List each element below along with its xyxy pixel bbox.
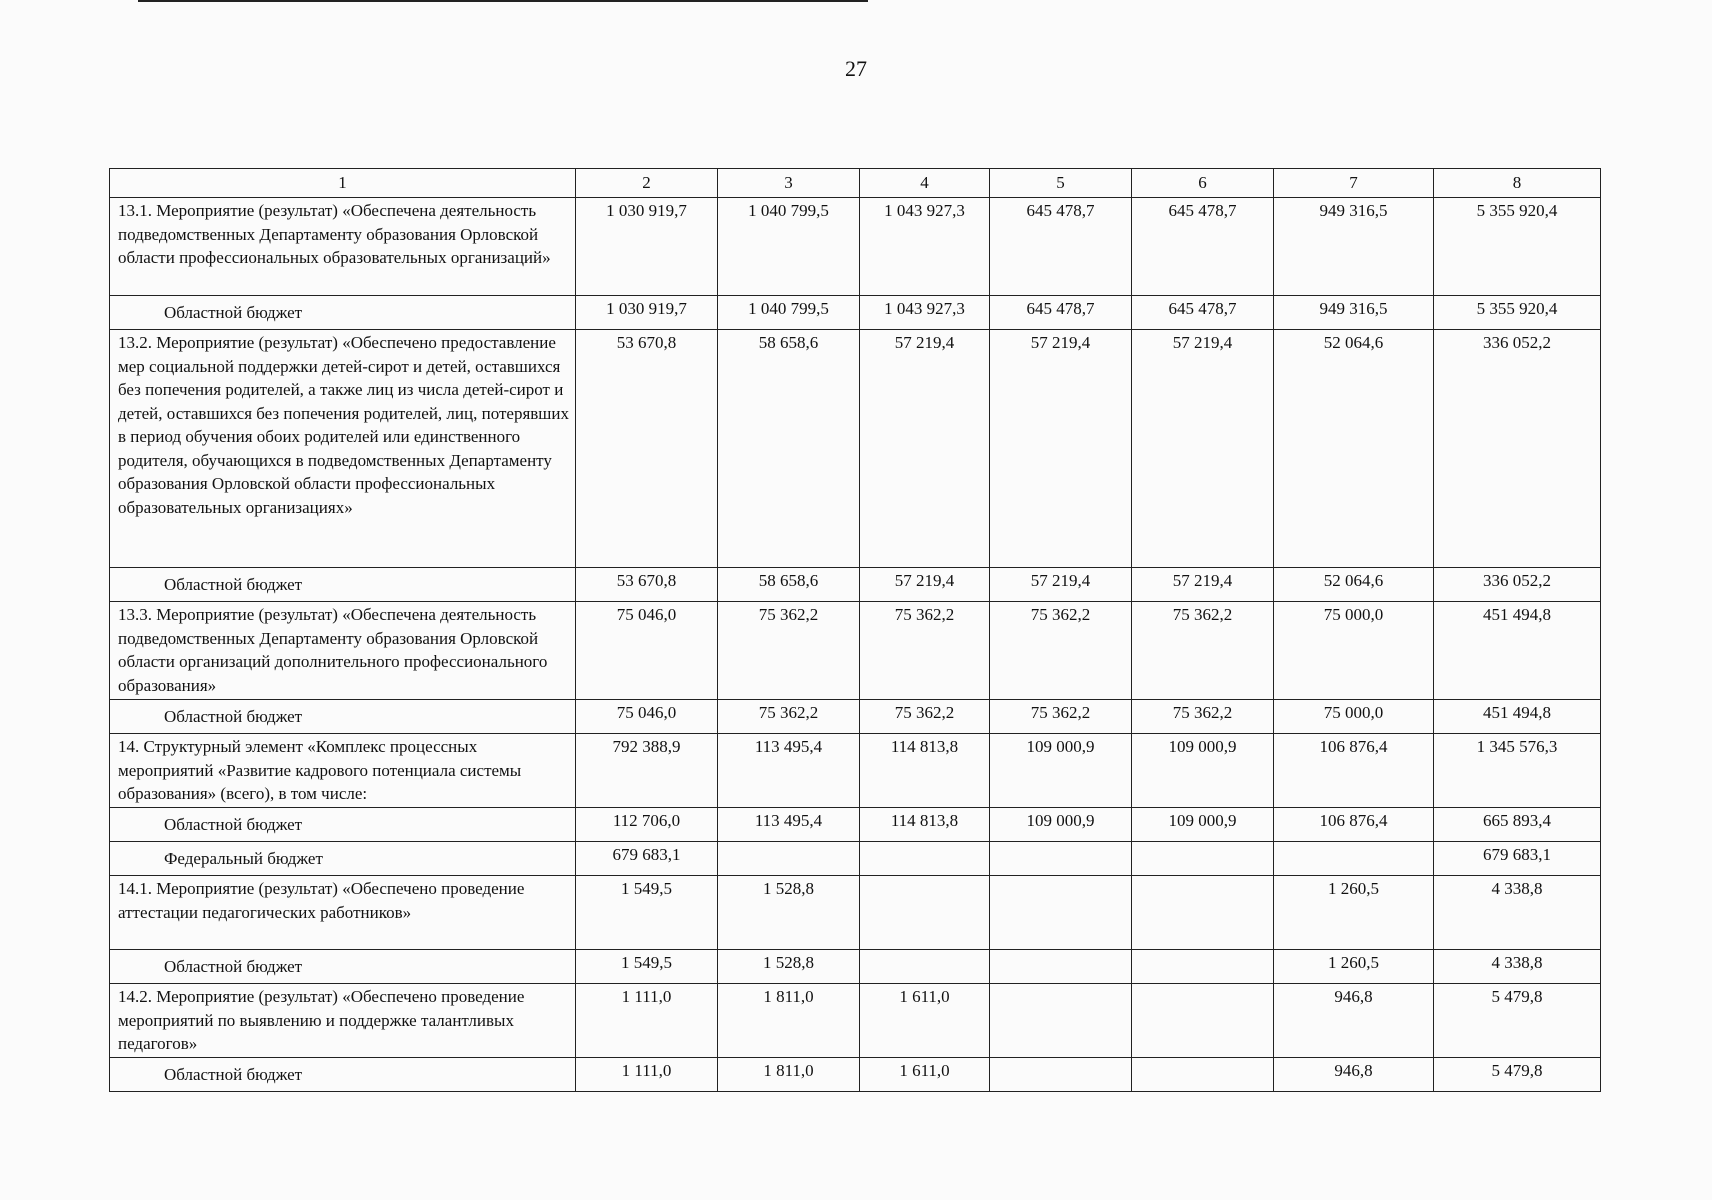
value-cell: 451 494,8 <box>1434 602 1601 700</box>
value-cell: 109 000,9 <box>990 734 1132 808</box>
value-cell <box>860 950 990 984</box>
header-cell: 6 <box>1132 169 1274 198</box>
value-cell: 109 000,9 <box>990 808 1132 842</box>
table-row <box>110 700 1601 734</box>
value-cell: 52 064,6 <box>1274 330 1434 568</box>
value-cell: 1 111,0 <box>576 984 718 1058</box>
value-cell <box>990 876 1132 950</box>
value-cell: 1 528,8 <box>718 950 860 984</box>
table-header-row <box>110 169 1601 198</box>
value-cell <box>1132 984 1274 1058</box>
value-cell: 946,8 <box>1274 1058 1434 1092</box>
row-label: 13.2. Мероприятие (результат) «Обеспечено предоставление мер социальной поддержки детей-сирот и детей, оставшихся без попечения родителей, а также лиц из числа детей-сирот и детей, оставшихся без попечения родителей, лиц, потерявших в период обучения обоих родителей или единственного родителя, обучающихся в подведомственных Департаменту образования Орловской области профессиональных образовательных организациях» <box>110 330 576 568</box>
value-cell: 113 495,4 <box>718 808 860 842</box>
budget-table <box>109 168 1601 1092</box>
value-cell <box>1132 950 1274 984</box>
row-label: 13.3. Мероприятие (результат) «Обеспечена деятельность подведомственных Департаменту образования Орловской области организаций дополнительного профессионального образования» <box>110 602 576 700</box>
value-cell <box>1132 1058 1274 1092</box>
value-cell: 75 000,0 <box>1274 602 1434 700</box>
value-cell: 679 683,1 <box>576 842 718 876</box>
value-cell: 4 338,8 <box>1434 876 1601 950</box>
value-cell: 1 030 919,7 <box>576 198 718 296</box>
value-cell: 58 658,6 <box>718 568 860 602</box>
value-cell: 1 549,5 <box>576 876 718 950</box>
value-cell: 4 338,8 <box>1434 950 1601 984</box>
value-cell: 5 355 920,4 <box>1434 198 1601 296</box>
value-cell: 792 388,9 <box>576 734 718 808</box>
page-number: 27 <box>845 56 867 81</box>
value-cell: 106 876,4 <box>1274 734 1434 808</box>
value-cell: 1 611,0 <box>860 1058 990 1092</box>
row-label: Областной бюджет <box>110 700 576 734</box>
value-cell: 1 549,5 <box>576 950 718 984</box>
value-cell: 946,8 <box>1274 984 1434 1058</box>
value-cell: 57 219,4 <box>1132 330 1274 568</box>
table-row <box>110 808 1601 842</box>
row-label: Областной бюджет <box>110 568 576 602</box>
table-row <box>110 734 1601 808</box>
row-label: Областной бюджет <box>110 296 576 330</box>
value-cell: 1 611,0 <box>860 984 990 1058</box>
row-label: 13.1. Мероприятие (результат) «Обеспечена деятельность подведомственных Департаменту образования Орловской области профессиональных образовательных организаций» <box>110 198 576 296</box>
value-cell: 75 362,2 <box>1132 700 1274 734</box>
value-cell: 5 479,8 <box>1434 984 1601 1058</box>
value-cell <box>990 984 1132 1058</box>
row-label: Областной бюджет <box>110 808 576 842</box>
value-cell: 1 040 799,5 <box>718 198 860 296</box>
value-cell: 75 362,2 <box>860 700 990 734</box>
row-label: Федеральный бюджет <box>110 842 576 876</box>
value-cell <box>718 842 860 876</box>
row-label: 14. Структурный элемент «Комплекс процессных мероприятий «Развитие кадрового потенциала системы образования» (всего), в том числе: <box>110 734 576 808</box>
value-cell: 114 813,8 <box>860 734 990 808</box>
header-cell: 8 <box>1434 169 1601 198</box>
value-cell: 1 811,0 <box>718 984 860 1058</box>
value-cell: 645 478,7 <box>1132 296 1274 330</box>
value-cell: 57 219,4 <box>860 568 990 602</box>
value-cell: 75 046,0 <box>576 602 718 700</box>
value-cell: 1 811,0 <box>718 1058 860 1092</box>
scan-edge-line <box>138 0 868 2</box>
value-cell <box>1274 842 1434 876</box>
table-row <box>110 330 1601 568</box>
value-cell: 112 706,0 <box>576 808 718 842</box>
table-row <box>110 876 1601 950</box>
value-cell: 1 528,8 <box>718 876 860 950</box>
value-cell: 645 478,7 <box>990 198 1132 296</box>
value-cell <box>1132 842 1274 876</box>
value-cell: 1 043 927,3 <box>860 198 990 296</box>
value-cell: 679 683,1 <box>1434 842 1601 876</box>
value-cell: 1 260,5 <box>1274 876 1434 950</box>
value-cell: 57 219,4 <box>860 330 990 568</box>
value-cell <box>990 1058 1132 1092</box>
value-cell: 1 111,0 <box>576 1058 718 1092</box>
value-cell: 75 362,2 <box>990 602 1132 700</box>
table-row <box>110 296 1601 330</box>
value-cell: 53 670,8 <box>576 330 718 568</box>
header-cell: 3 <box>718 169 860 198</box>
value-cell: 451 494,8 <box>1434 700 1601 734</box>
value-cell: 949 316,5 <box>1274 296 1434 330</box>
table-row <box>110 1058 1601 1092</box>
header-cell: 5 <box>990 169 1132 198</box>
value-cell: 57 219,4 <box>990 568 1132 602</box>
value-cell: 113 495,4 <box>718 734 860 808</box>
value-cell: 75 362,2 <box>990 700 1132 734</box>
value-cell: 1 030 919,7 <box>576 296 718 330</box>
header-cell: 4 <box>860 169 990 198</box>
value-cell: 75 362,2 <box>718 700 860 734</box>
value-cell: 52 064,6 <box>1274 568 1434 602</box>
table-row <box>110 950 1601 984</box>
header-cell: 7 <box>1274 169 1434 198</box>
value-cell: 336 052,2 <box>1434 330 1601 568</box>
value-cell: 1 345 576,3 <box>1434 734 1601 808</box>
value-cell: 57 219,4 <box>1132 568 1274 602</box>
value-cell: 106 876,4 <box>1274 808 1434 842</box>
header-cell: 1 <box>110 169 576 198</box>
value-cell <box>860 876 990 950</box>
value-cell: 109 000,9 <box>1132 734 1274 808</box>
value-cell <box>1132 876 1274 950</box>
row-label: Областной бюджет <box>110 1058 576 1092</box>
row-label: Областной бюджет <box>110 950 576 984</box>
value-cell: 949 316,5 <box>1274 198 1434 296</box>
value-cell: 75 362,2 <box>860 602 990 700</box>
value-cell: 57 219,4 <box>990 330 1132 568</box>
value-cell: 53 670,8 <box>576 568 718 602</box>
value-cell: 645 478,7 <box>1132 198 1274 296</box>
value-cell: 75 362,2 <box>718 602 860 700</box>
table-row <box>110 198 1601 296</box>
table-row <box>110 842 1601 876</box>
value-cell: 645 478,7 <box>990 296 1132 330</box>
table-row <box>110 568 1601 602</box>
table-row <box>110 984 1601 1058</box>
table-row <box>110 602 1601 700</box>
value-cell <box>990 842 1132 876</box>
value-cell: 5 355 920,4 <box>1434 296 1601 330</box>
value-cell: 665 893,4 <box>1434 808 1601 842</box>
value-cell: 75 046,0 <box>576 700 718 734</box>
value-cell: 58 658,6 <box>718 330 860 568</box>
value-cell <box>990 950 1132 984</box>
value-cell: 336 052,2 <box>1434 568 1601 602</box>
value-cell: 1 260,5 <box>1274 950 1434 984</box>
header-cell: 2 <box>576 169 718 198</box>
value-cell: 1 043 927,3 <box>860 296 990 330</box>
row-label: 14.1. Мероприятие (результат) «Обеспечено проведение аттестации педагогических работников» <box>110 876 576 950</box>
value-cell: 5 479,8 <box>1434 1058 1601 1092</box>
value-cell: 114 813,8 <box>860 808 990 842</box>
value-cell: 75 362,2 <box>1132 602 1274 700</box>
row-label: 14.2. Мероприятие (результат) «Обеспечено проведение мероприятий по выявлению и поддержке талантливых педагогов» <box>110 984 576 1058</box>
value-cell: 109 000,9 <box>1132 808 1274 842</box>
value-cell: 75 000,0 <box>1274 700 1434 734</box>
value-cell: 1 040 799,5 <box>718 296 860 330</box>
value-cell <box>860 842 990 876</box>
